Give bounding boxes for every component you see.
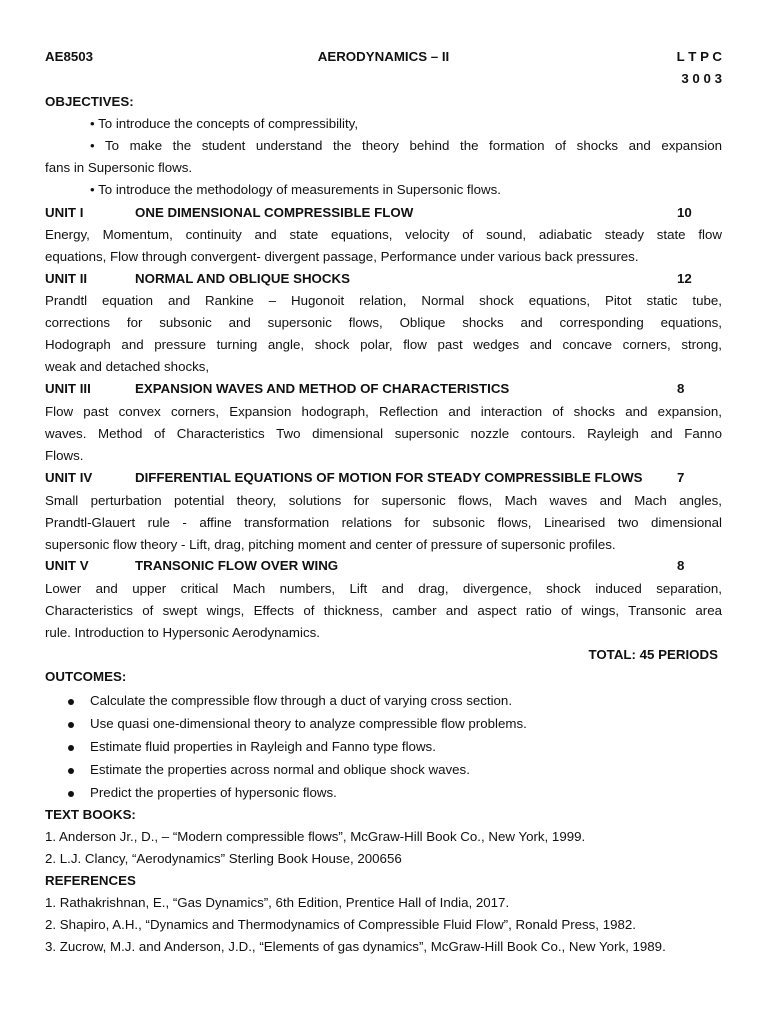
unit-text-line: Flows. xyxy=(45,448,84,463)
bullet-icon xyxy=(68,745,74,751)
unit-text-line: weak and detached shocks, xyxy=(45,359,210,374)
unit-text-line: Characteristics of swept wings, Effects of thickness, camber and aspect ratio of wings, Transonic area xyxy=(45,603,722,618)
textbook-item: 2. L.J. Clancy, “Aerodynamics” Sterling Book House, 200656 xyxy=(45,851,402,866)
unit-code: UNIT V xyxy=(45,558,89,573)
objective-item: • To make the student understand the theory behind the formation of shocks and expansion xyxy=(90,138,722,153)
unit-hours: 8 xyxy=(677,381,685,396)
unit-text-line: Flow past convex corners, Expansion hodograph, Reflection and interaction of shocks and expansion, xyxy=(45,404,722,419)
bullet-icon xyxy=(68,699,74,705)
unit-text-line: Prandtl-Glauert rule - affine transformation relations for subsonic flows, Linearised two dimensional xyxy=(45,515,722,530)
ltpc-row xyxy=(45,68,722,90)
unit-heading xyxy=(45,268,722,290)
bullet-icon xyxy=(68,791,74,797)
unit-title: NORMAL AND OBLIQUE SHOCKS xyxy=(135,271,350,286)
textbooks-heading: TEXT BOOKS: xyxy=(45,807,136,822)
unit-title: DIFFERENTIAL EQUATIONS OF MOTION FOR STEADY COMPRESSIBLE FLOWS xyxy=(135,470,643,485)
unit-text-line: Hodograph and pressure turning angle, shock polar, flow past wedges and concave corners, strong, xyxy=(45,337,722,352)
unit-code: UNIT IV xyxy=(45,470,93,485)
outcome-item: Estimate fluid properties in Rayleigh and Fanno type flows. xyxy=(68,736,722,758)
unit-title: ONE DIMENSIONAL COMPRESSIBLE FLOW xyxy=(135,205,414,220)
textbook-item: 1. Anderson Jr., D., – “Modern compressible flows”, McGraw-Hill Book Co., New York, 1999. xyxy=(45,829,586,844)
unit-heading xyxy=(45,555,722,577)
ltpc-values: 3 0 0 3 xyxy=(681,71,722,86)
objective-item: • To introduce the concepts of compressibility, xyxy=(90,116,359,131)
unit-text-line: Lower and upper critical Mach numbers, Lift and drag, divergence, shock induced separation, xyxy=(45,581,722,596)
references-heading: REFERENCES xyxy=(45,873,136,888)
unit-code: UNIT III xyxy=(45,381,91,396)
outcome-item: Calculate the compressible flow through a duct of varying cross section. xyxy=(68,690,722,712)
unit-heading xyxy=(45,202,722,224)
unit-heading xyxy=(45,467,722,489)
bullet-icon xyxy=(68,768,74,774)
reference-item: 1. Rathakrishnan, E., “Gas Dynamics”, 6th Edition, Prentice Hall of India, 2017. xyxy=(45,895,510,910)
header-row xyxy=(45,46,722,68)
unit-hours: 8 xyxy=(677,558,685,573)
unit-heading xyxy=(45,378,722,400)
objective-item: • To introduce the methodology of measurements in Supersonic flows. xyxy=(90,182,501,197)
outcome-item: Use quasi one-dimensional theory to analyze compressible flow problems. xyxy=(68,713,722,735)
outcome-item: Predict the properties of hypersonic flows. xyxy=(68,782,722,804)
objective-item-continued: fans in Supersonic flows. xyxy=(45,160,193,175)
course-title: AERODYNAMICS – II xyxy=(317,49,450,64)
unit-text-line: Energy, Momentum, continuity and state equations, velocity of sound, adiabatic steady state flow xyxy=(45,227,722,242)
unit-hours: 12 xyxy=(677,271,692,286)
unit-hours: 10 xyxy=(677,205,692,220)
reference-item: 3. Zucrow, M.J. and Anderson, J.D., “Elements of gas dynamics”, McGraw-Hill Book Co., New York, 1989. xyxy=(45,939,666,954)
unit-title: EXPANSION WAVES AND METHOD OF CHARACTERISTICS xyxy=(135,381,510,396)
total-row xyxy=(45,644,722,666)
unit-text-line: equations, Flow through convergent- divergent passage, Performance under various back pressures. xyxy=(45,249,639,264)
unit-text-line: Prandtl equation and Rankine – Hugonoit relation, Normal shock equations, Pitot static tube, xyxy=(45,293,722,308)
ltpc-label: L T P C xyxy=(676,49,722,64)
unit-text-line: rule. Introduction to Hypersonic Aerodynamics. xyxy=(45,625,320,640)
unit-code: UNIT II xyxy=(45,271,88,286)
objectives-heading: OBJECTIVES: xyxy=(45,94,134,109)
unit-text-line: corrections for subsonic and supersonic flows, Oblique shocks and corresponding equations, xyxy=(45,315,722,330)
unit-text-line: supersonic flow theory - Lift, drag, pitching moment and center of pressure of supersonic profiles. xyxy=(45,537,616,552)
unit-text-line: Small perturbation potential theory, solutions for supersonic flows, Mach waves and Mach angles, xyxy=(45,493,722,508)
bullet-icon xyxy=(68,722,74,728)
outcomes-heading: OUTCOMES: xyxy=(45,669,127,684)
unit-title: TRANSONIC FLOW OVER WING xyxy=(135,558,339,573)
unit-hours: 7 xyxy=(677,470,685,485)
course-code: AE8503 xyxy=(45,49,94,64)
unit-text-line: waves. Method of Characteristics Two dimensional supersonic nozzle contours. Rayleigh and Fanno xyxy=(45,426,722,441)
reference-item: 2. Shapiro, A.H., “Dynamics and Thermodynamics of Compressible Fluid Flow”, Ronald Press, 1982. xyxy=(45,917,636,932)
total-periods: TOTAL: 45 PERIODS xyxy=(588,647,718,662)
unit-code: UNIT I xyxy=(45,205,84,220)
outcome-item: Estimate the properties across normal and oblique shock waves. xyxy=(68,759,722,781)
